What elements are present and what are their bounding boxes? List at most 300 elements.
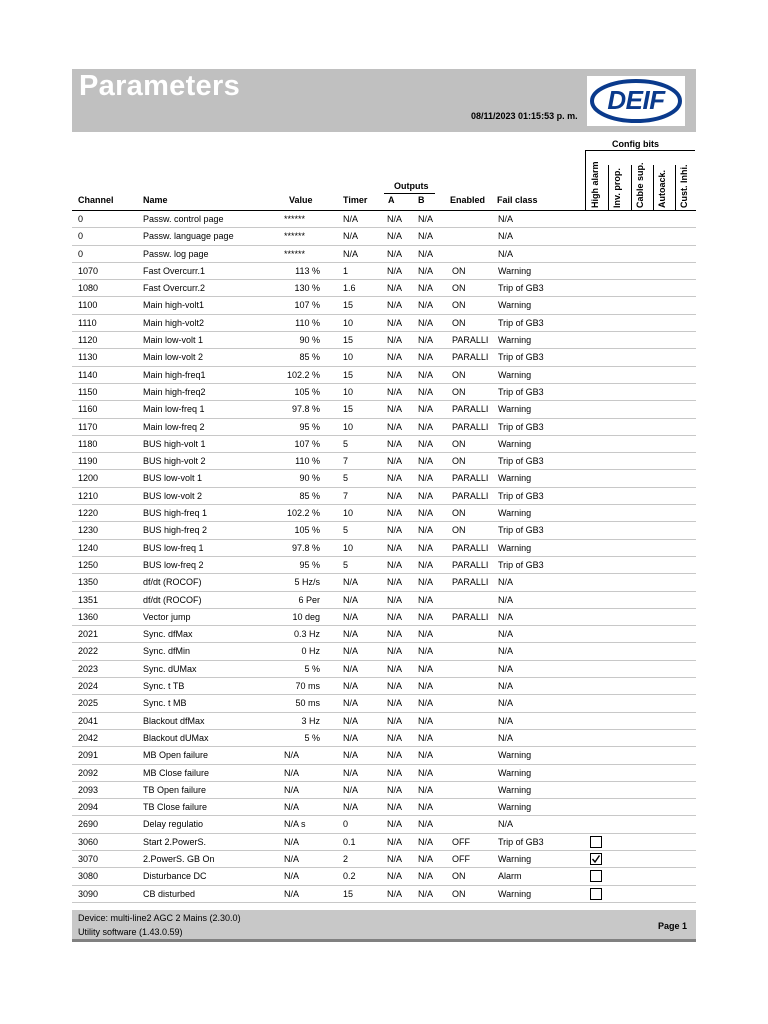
- channel-cell: 1240: [78, 542, 99, 553]
- output-b-cell: N/A: [418, 698, 434, 709]
- timer-cell: 15: [343, 888, 354, 899]
- output-b-header: B: [418, 195, 425, 205]
- channel-cell: 1170: [78, 421, 98, 432]
- name-cell: CB disturbed: [143, 888, 196, 899]
- output-b-cell: N/A: [418, 490, 434, 501]
- channel-header: Channel: [78, 195, 114, 205]
- timer-cell: N/A: [343, 681, 359, 692]
- name-cell: BUS low-freq 2: [143, 559, 204, 570]
- channel-cell: 2042: [78, 732, 99, 743]
- deif-logo: [587, 76, 685, 126]
- channel-cell: 1160: [78, 404, 98, 415]
- table-row: [72, 678, 696, 695]
- name-cell: Blackout dfMax: [143, 715, 205, 726]
- fail-class-cell: N/A: [498, 732, 514, 743]
- timer-cell: 1: [343, 265, 349, 276]
- output-b-cell: N/A: [418, 473, 434, 484]
- name-cell: BUS low-freq 1: [143, 542, 204, 553]
- fail-class-cell: N/A: [498, 698, 514, 709]
- output-b-cell: N/A: [418, 750, 434, 761]
- table-row: [72, 280, 696, 297]
- value-cell: 110 %: [295, 456, 320, 467]
- output-b-cell: N/A: [418, 438, 434, 449]
- timer-cell: 0.1: [343, 836, 356, 847]
- name-cell: TB Open failure: [143, 784, 207, 795]
- table-row: [72, 401, 696, 418]
- fail-class-cell: Warning: [498, 750, 532, 761]
- output-b-cell: N/A: [418, 819, 434, 830]
- output-a-cell: N/A: [387, 629, 403, 640]
- timer-cell: 2: [343, 853, 349, 864]
- name-cell: Fast Overcurr.1: [143, 265, 206, 276]
- output-a-cell: N/A: [387, 698, 403, 709]
- name-cell: Sync. dfMin: [143, 646, 191, 657]
- table-row: [72, 868, 696, 885]
- logo-text: DEIF: [607, 85, 665, 115]
- timer-cell: 5: [343, 525, 349, 536]
- table-row: [72, 834, 696, 851]
- output-b-cell: N/A: [418, 681, 434, 692]
- output-a-cell: N/A: [387, 750, 403, 761]
- fail-class-cell: N/A: [498, 231, 514, 242]
- fail-class-cell: N/A: [498, 681, 514, 692]
- output-a-cell: N/A: [387, 888, 403, 899]
- table-row: [72, 522, 696, 539]
- output-b-cell: N/A: [418, 265, 434, 276]
- output-b-cell: N/A: [418, 715, 434, 726]
- name-cell: Main low-volt 2: [143, 352, 204, 363]
- config-bits-rule: [585, 150, 695, 151]
- timer-header: Timer: [343, 195, 368, 205]
- timer-cell: 0: [343, 819, 349, 830]
- name-header: Name: [143, 195, 168, 205]
- enabled-cell: ON: [452, 508, 466, 519]
- outputs-heading: Outputs: [394, 181, 429, 191]
- device-info: Device: multi-line2 AGC 2 Mains (2.30.0): [78, 913, 241, 923]
- value-cell: 105 %: [294, 525, 320, 536]
- name-cell: Main low-volt 1: [143, 335, 204, 346]
- table-row: [72, 782, 696, 799]
- channel-cell: 2025: [78, 698, 99, 709]
- output-a-cell: N/A: [387, 784, 403, 795]
- timer-cell: N/A: [343, 698, 359, 709]
- output-a-cell: N/A: [387, 386, 403, 397]
- output-a-cell: N/A: [387, 490, 403, 501]
- timer-cell: N/A: [343, 767, 359, 778]
- output-a-cell: N/A: [387, 473, 403, 484]
- timer-cell: N/A: [343, 646, 359, 657]
- output-a-cell: N/A: [387, 611, 403, 622]
- output-a-cell: N/A: [387, 853, 403, 864]
- timer-cell: 7: [343, 490, 349, 501]
- table-row: [72, 713, 696, 730]
- value-cell: 102.2 %: [286, 508, 320, 519]
- value-cell: ******: [284, 231, 306, 242]
- channel-cell: 1100: [78, 300, 98, 311]
- fail-class-cell: Trip of GB3: [498, 559, 544, 570]
- channel-cell: 1070: [78, 265, 99, 276]
- value-cell: N/A: [284, 802, 300, 813]
- fail-class-cell: Warning: [498, 802, 532, 813]
- value-cell: 95 %: [299, 421, 320, 432]
- channel-cell: 2023: [78, 663, 99, 674]
- output-b-cell: N/A: [418, 369, 434, 380]
- value-cell: N/A: [284, 888, 300, 899]
- config-bit-header: Inv. prop.: [612, 168, 622, 208]
- output-a-cell: N/A: [387, 265, 403, 276]
- timer-cell: N/A: [343, 248, 359, 259]
- output-a-cell: N/A: [387, 871, 403, 882]
- channel-cell: 2091: [78, 750, 99, 761]
- output-b-cell: N/A: [418, 214, 434, 224]
- timer-cell: 10: [343, 542, 354, 553]
- table-row: [72, 557, 696, 574]
- name-cell: BUS high-freq 1: [143, 508, 208, 519]
- name-cell: BUS high-freq 2: [143, 525, 208, 536]
- enabled-cell: PARALLI: [452, 335, 489, 346]
- table-row: [72, 436, 696, 453]
- timer-cell: N/A: [343, 231, 359, 242]
- enabled-cell: ON: [452, 317, 466, 328]
- outputs-rule: [384, 193, 435, 194]
- value-cell: 6 Per: [298, 594, 320, 605]
- name-cell: Main high-freq1: [143, 369, 206, 380]
- enabled-cell: PARALLI: [452, 490, 489, 501]
- output-b-cell: N/A: [418, 594, 434, 605]
- table-row: [72, 765, 696, 782]
- fail-class-cell: Trip of GB3: [498, 386, 544, 397]
- checkmark-icon: [591, 854, 601, 864]
- name-cell: BUS high-volt 2: [143, 456, 206, 467]
- fail-class-cell: Warning: [498, 473, 532, 484]
- fail-class-cell: Trip of GB3: [498, 283, 544, 294]
- output-a-cell: N/A: [387, 317, 403, 328]
- channel-cell: 1150: [78, 386, 98, 397]
- name-cell: Disturbance DC: [143, 871, 207, 882]
- channel-cell: 0: [78, 214, 84, 224]
- enabled-cell: ON: [452, 300, 466, 311]
- output-a-cell: N/A: [387, 438, 403, 449]
- value-cell: N/A: [284, 853, 300, 864]
- output-b-cell: N/A: [418, 629, 434, 640]
- output-a-cell: N/A: [387, 248, 403, 259]
- channel-cell: 1250: [78, 559, 99, 570]
- name-cell: BUS high-volt 1: [143, 438, 206, 449]
- value-cell: 70 ms: [295, 681, 320, 692]
- value-cell: 97.8 %: [291, 404, 320, 415]
- high-alarm-checkbox[interactable]: [590, 870, 602, 882]
- config-bit-header: Autoack.: [657, 169, 667, 208]
- timer-cell: N/A: [343, 214, 359, 224]
- enabled-cell: ON: [452, 888, 466, 899]
- enabled-cell: PARALLI: [452, 559, 489, 570]
- channel-cell: 1190: [78, 456, 98, 467]
- timer-cell: 10: [343, 317, 354, 328]
- fail-class-cell: Trip of GB3: [498, 525, 544, 536]
- table-row: [72, 332, 696, 349]
- output-a-cell: N/A: [387, 214, 403, 224]
- output-a-cell: N/A: [387, 715, 403, 726]
- output-b-cell: N/A: [418, 248, 434, 259]
- value-cell: 97.8 %: [291, 542, 320, 553]
- channel-cell: 3080: [78, 871, 99, 882]
- channel-cell: 1360: [78, 611, 99, 622]
- fail-class-cell: N/A: [498, 663, 514, 674]
- fail-class-cell: N/A: [498, 629, 514, 640]
- channel-cell: 0: [78, 248, 84, 259]
- value-cell: 102.2 %: [286, 369, 320, 380]
- output-b-cell: N/A: [418, 300, 434, 311]
- timer-cell: 7: [343, 456, 349, 467]
- table-row: [72, 453, 696, 470]
- output-a-cell: N/A: [387, 421, 403, 432]
- timer-cell: 10: [343, 352, 354, 363]
- value-cell: 50 ms: [295, 698, 320, 709]
- report-header: [72, 69, 696, 132]
- timer-cell: N/A: [343, 732, 359, 743]
- timer-cell: 15: [343, 404, 354, 415]
- output-a-cell: N/A: [387, 525, 403, 536]
- fail-class-cell: Warning: [498, 508, 532, 519]
- output-b-cell: N/A: [418, 525, 434, 536]
- output-a-cell: N/A: [387, 300, 403, 311]
- table-row: [72, 263, 696, 280]
- timer-cell: 15: [343, 300, 354, 311]
- value-cell: 105 %: [294, 386, 320, 397]
- name-cell: Passw. language page: [143, 231, 234, 242]
- timer-cell: 5: [343, 473, 349, 484]
- fail-class-cell: N/A: [498, 248, 514, 259]
- fail-class-cell: Trip of GB3: [498, 456, 544, 467]
- output-b-cell: N/A: [418, 767, 434, 778]
- enabled-cell: PARALLI: [452, 421, 489, 432]
- channel-cell: 2022: [78, 646, 99, 657]
- table-row: [72, 488, 696, 505]
- channel-cell: 1351: [78, 594, 99, 605]
- output-b-cell: N/A: [418, 871, 434, 882]
- fail-class-cell: Alarm: [498, 871, 522, 882]
- table-row: [72, 540, 696, 557]
- enabled-cell: ON: [452, 386, 466, 397]
- name-cell: Vector jump: [143, 611, 191, 622]
- name-cell: MB Close failure: [143, 767, 210, 778]
- enabled-cell: ON: [452, 525, 466, 536]
- value-cell: N/A: [284, 750, 300, 761]
- name-cell: Sync. dUMax: [143, 663, 197, 674]
- output-b-cell: N/A: [418, 421, 434, 432]
- output-b-cell: N/A: [418, 836, 434, 847]
- value-cell: 90 %: [299, 335, 320, 346]
- config-bits-left-rule: [585, 150, 586, 210]
- value-cell: 10 deg: [292, 611, 320, 622]
- enabled-cell: PARALLI: [452, 404, 489, 415]
- fail-class-cell: Warning: [498, 369, 532, 380]
- fail-class-cell: Warning: [498, 404, 532, 415]
- output-b-cell: N/A: [418, 508, 434, 519]
- channel-cell: 2041: [78, 715, 99, 726]
- channel-cell: 1080: [78, 283, 99, 294]
- name-cell: Main low-freq 2: [143, 421, 205, 432]
- timer-cell: 15: [343, 369, 354, 380]
- timer-cell: 10: [343, 386, 354, 397]
- output-a-cell: N/A: [387, 577, 403, 588]
- table-row: [72, 297, 696, 314]
- channel-cell: 1130: [78, 352, 98, 363]
- output-b-cell: N/A: [418, 784, 434, 795]
- table-row: [72, 367, 696, 384]
- name-cell: Main high-volt2: [143, 317, 205, 328]
- timer-cell: 10: [343, 508, 354, 519]
- name-cell: TB Close failure: [143, 802, 208, 813]
- channel-cell: 1180: [78, 438, 98, 449]
- channel-cell: 2690: [78, 819, 99, 830]
- name-cell: Sync. dfMax: [143, 629, 193, 640]
- channel-cell: 3070: [78, 853, 99, 864]
- enabled-cell: OFF: [452, 853, 470, 864]
- channel-cell: 1110: [78, 317, 97, 328]
- output-b-cell: N/A: [418, 542, 434, 553]
- table-row: [72, 228, 696, 245]
- channel-cell: 2093: [78, 784, 99, 795]
- fail-class-cell: Warning: [498, 853, 532, 864]
- output-a-cell: N/A: [387, 404, 403, 415]
- table-row: [72, 609, 696, 626]
- output-a-cell: N/A: [387, 646, 403, 657]
- value-cell: 90 %: [299, 473, 320, 484]
- name-cell: Fast Overcurr.2: [143, 283, 206, 294]
- name-cell: BUS low-volt 2: [143, 490, 203, 501]
- name-cell: Main low-freq 1: [143, 404, 205, 415]
- output-b-cell: N/A: [418, 317, 434, 328]
- page-title: Parameters: [79, 70, 240, 102]
- fail-class-cell: N/A: [498, 819, 514, 830]
- fail-class-cell: Warning: [498, 335, 532, 346]
- output-a-cell: N/A: [387, 594, 403, 605]
- value-cell: N/A: [284, 871, 300, 882]
- name-cell: 2.PowerS. GB On: [143, 853, 215, 864]
- output-b-cell: N/A: [418, 663, 434, 674]
- timer-cell: 5: [343, 438, 349, 449]
- output-a-cell: N/A: [387, 508, 403, 519]
- timer-cell: N/A: [343, 611, 359, 622]
- output-b-cell: N/A: [418, 559, 434, 570]
- name-cell: Delay regulatio: [143, 819, 204, 830]
- fail-class-cell: N/A: [498, 646, 514, 657]
- value-cell: 5 Hz/s: [294, 577, 320, 588]
- output-b-cell: N/A: [418, 888, 434, 899]
- timer-cell: 0.2: [343, 871, 356, 882]
- output-a-cell: N/A: [387, 802, 403, 813]
- table-row: [72, 384, 696, 401]
- channel-cell: 0: [78, 231, 84, 242]
- output-a-cell: N/A: [387, 767, 403, 778]
- fail-class-cell: Trip of GB3: [498, 317, 544, 328]
- fail-class-cell: N/A: [498, 594, 514, 605]
- config-bit-divider: [608, 165, 609, 210]
- output-b-cell: N/A: [418, 853, 434, 864]
- name-cell: Blackout dUMax: [143, 732, 209, 743]
- fail-class-header: Fail class: [497, 195, 538, 205]
- fail-class-cell: N/A: [498, 715, 514, 726]
- value-cell: 113 %: [295, 265, 320, 276]
- enabled-cell: PARALLI: [452, 473, 489, 484]
- value-cell: N/A: [284, 784, 300, 795]
- value-cell: 130 %: [294, 283, 320, 294]
- timer-cell: N/A: [343, 750, 359, 761]
- value-cell: 95 %: [299, 559, 320, 570]
- fail-class-cell: Trip of GB3: [498, 490, 544, 501]
- name-cell: Start 2.PowerS.: [143, 836, 207, 847]
- channel-cell: 1230: [78, 525, 99, 536]
- software-info: Utility software (1.43.0.59): [78, 927, 183, 937]
- fail-class-cell: N/A: [498, 577, 514, 588]
- enabled-cell: PARALLI: [452, 577, 489, 588]
- name-cell: Main high-freq2: [143, 386, 206, 397]
- table-row: [72, 349, 696, 366]
- table-row: [72, 592, 696, 609]
- output-a-cell: N/A: [387, 681, 403, 692]
- output-b-cell: N/A: [418, 802, 434, 813]
- value-cell: ******: [284, 248, 306, 259]
- high-alarm-checkbox[interactable]: [590, 888, 602, 900]
- output-b-cell: N/A: [418, 456, 434, 467]
- timer-cell: N/A: [343, 594, 359, 605]
- table-row: [72, 816, 696, 833]
- fail-class-cell: Warning: [498, 438, 532, 449]
- value-cell: N/A: [284, 836, 300, 847]
- output-b-cell: N/A: [418, 283, 434, 294]
- output-a-header: A: [388, 195, 395, 205]
- fail-class-cell: N/A: [498, 611, 514, 622]
- enabled-header: Enabled: [450, 195, 486, 205]
- output-a-cell: N/A: [387, 352, 403, 363]
- fail-class-cell: Warning: [498, 300, 532, 311]
- config-bit-divider: [631, 165, 632, 210]
- channel-cell: 1120: [78, 335, 98, 346]
- table-row: [72, 643, 696, 660]
- name-cell: df/dt (ROCOF): [143, 594, 202, 605]
- value-cell: 85 %: [299, 352, 320, 363]
- output-a-cell: N/A: [387, 819, 403, 830]
- value-cell: 107 %: [294, 300, 320, 311]
- output-a-cell: N/A: [387, 456, 403, 467]
- value-cell: 5 %: [304, 732, 320, 743]
- fail-class-cell: Trip of GB3: [498, 352, 544, 363]
- output-a-cell: N/A: [387, 559, 403, 570]
- fail-class-cell: Warning: [498, 767, 532, 778]
- enabled-cell: PARALLI: [452, 611, 489, 622]
- table-row: [72, 315, 696, 332]
- high-alarm-checkbox[interactable]: [590, 853, 602, 865]
- value-cell: ******: [284, 214, 306, 224]
- output-b-cell: N/A: [418, 352, 434, 363]
- value-cell: 0 Hz: [301, 646, 320, 657]
- name-cell: Sync. t MB: [143, 698, 187, 709]
- table-row: [72, 886, 696, 903]
- report-footer: [72, 910, 696, 942]
- output-b-cell: N/A: [418, 231, 434, 242]
- fail-class-cell: N/A: [498, 214, 514, 224]
- table-row: [72, 730, 696, 747]
- value-cell: 85 %: [299, 490, 320, 501]
- output-b-cell: N/A: [418, 577, 434, 588]
- timer-cell: 15: [343, 335, 354, 346]
- output-b-cell: N/A: [418, 646, 434, 657]
- name-cell: MB Open failure: [143, 750, 209, 761]
- high-alarm-checkbox[interactable]: [590, 836, 602, 848]
- timer-cell: N/A: [343, 784, 359, 795]
- channel-cell: 1140: [78, 369, 98, 380]
